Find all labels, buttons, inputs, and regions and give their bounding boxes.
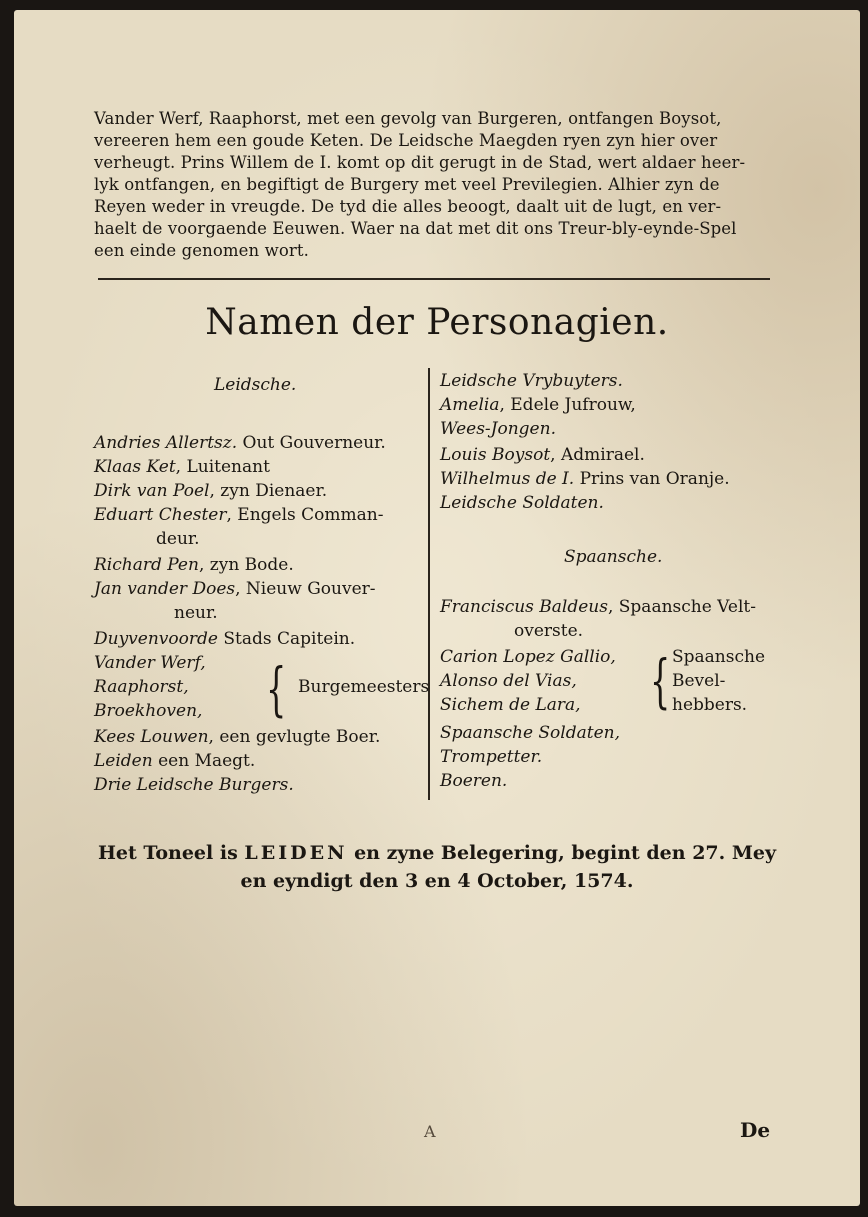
page-title: Namen der Personagien.: [205, 302, 669, 343]
intro-line: Reyen weder in vreugde. De tyd die alles beoogt, daalt uit de lugt, en ver-: [94, 197, 722, 216]
intro-line: haelt de voorgaende Eeuwen. Waer na dat met dit ons Treur-bly-eynde-Spel: [94, 219, 737, 238]
intro-line: Vander Werf, Raaphorst, met een gevolg van Burgeren, ontfangen Boysot,: [94, 109, 722, 128]
person-row: [440, 746, 542, 768]
person-row: [94, 504, 383, 526]
person-name: Leidsche Soldaten.: [440, 493, 604, 513]
person-row: [440, 596, 756, 618]
bevelhebber-name: Alonso del Vias,: [440, 671, 577, 691]
person-name: Wilhelmus de I.: [440, 469, 575, 489]
person-name: Jan vander Does: [94, 579, 236, 599]
person-row: [440, 394, 636, 416]
intro-line: een einde genomen wort.: [94, 241, 309, 260]
person-name: Louis Boysot: [440, 445, 551, 465]
person-role: , zyn Bode.: [198, 555, 294, 575]
person-name: Dirk van Poel: [94, 481, 210, 501]
person-role: , Nieuw Gouver-: [235, 579, 376, 599]
person-row: [94, 628, 355, 650]
left-heading: Leidsche.: [214, 375, 297, 395]
person-name: Duyvenvoorde: [94, 629, 218, 649]
person-name: Andries Allertsz.: [94, 433, 238, 453]
intro-line: verheugt. Prins Willem de I. komt op dit gerugt in de Stad, wert aldaer heer-: [94, 153, 746, 172]
person-name: Kees Louwen: [94, 727, 209, 747]
person-role: deur.: [156, 529, 200, 549]
brace-icon: {: [650, 647, 671, 715]
person-row: [94, 750, 255, 772]
person-row: [94, 578, 376, 600]
person-name: Leiden: [94, 751, 153, 771]
person-role: , zyn Dienaer.: [209, 481, 328, 501]
left-column: [94, 370, 430, 810]
intro-paragraph: [94, 108, 774, 262]
person-role: overste.: [514, 621, 584, 641]
horizontal-rule: [98, 278, 770, 280]
person-row: [440, 492, 604, 514]
bevelhebbers-label: Bevel-: [672, 671, 726, 691]
person-row: [440, 444, 645, 466]
person-role: Out Gouverneur.: [237, 433, 386, 453]
person-name: Boeren.: [440, 771, 508, 791]
person-row: [440, 468, 730, 490]
bevelhebber-name: Sichem de Lara,: [440, 695, 581, 715]
person-role: , Admirael.: [550, 445, 645, 465]
person-row: [94, 456, 270, 478]
setting-line: [14, 868, 860, 894]
catchword: De: [740, 1118, 771, 1142]
person-row: [440, 370, 623, 392]
person-name: Leidsche Vrybuyters.: [440, 371, 623, 391]
person-row: [440, 770, 507, 792]
person-name: Amelia: [440, 395, 500, 415]
person-row: [94, 726, 380, 748]
person-role: Stads Capitein.: [217, 629, 356, 649]
person-row: [94, 774, 294, 796]
brace-icon: {: [266, 655, 287, 723]
person-role: een Maegt.: [152, 751, 256, 771]
setting-line: [14, 840, 860, 866]
setting-dates: en eyndigt den 3 en 4 October, 1574.: [240, 870, 634, 892]
person-role: neur.: [174, 603, 218, 623]
burgemeester-name: Vander Werf,: [94, 653, 206, 673]
right-heading: Spaansche.: [564, 547, 663, 567]
intro-line: vereeren hem een goude Keten. De Leidsche Maegden ryen zyn hier over: [94, 131, 718, 150]
person-row: [94, 480, 327, 502]
person-role: , Edele Jufrouw,: [499, 395, 636, 415]
person-row-continued: [174, 602, 218, 624]
person-name: Trompetter.: [440, 747, 543, 767]
burgemeester-name: Raaphorst,: [94, 677, 189, 697]
column-divider: [428, 368, 430, 800]
person-name: Eduart Chester: [94, 505, 227, 525]
setting-text: Het Toneel is: [97, 842, 245, 864]
setting-city: LEIDEN: [244, 842, 348, 864]
person-row-continued: [156, 528, 200, 550]
bevelhebber-name: Carion Lopez Gallio,: [440, 647, 616, 667]
person-role: , Luitenant: [175, 457, 270, 477]
person-row-continued: [514, 620, 583, 642]
person-role: , een gevlugte Boer.: [208, 727, 381, 747]
person-role: , Spaansche Velt-: [607, 597, 756, 617]
bevelhebbers-label: Spaansche: [672, 647, 766, 667]
person-row: [94, 554, 294, 576]
burgemeesters-label: Burgemeesters: [298, 677, 430, 697]
person-name: Klaas Ket: [94, 457, 176, 477]
intro-line: lyk ontfangen, en begiftigt de Burgery met veel Previlegien. Alhier zyn de: [94, 175, 720, 194]
person-name: Spaansche Soldaten,: [440, 723, 620, 743]
person-name: Richard Pen: [94, 555, 199, 575]
person-role: Prins van Oranje.: [574, 469, 730, 489]
person-role: , Engels Comman-: [226, 505, 384, 525]
person-row: [440, 418, 556, 440]
right-column: [440, 370, 800, 810]
burgemeester-name: Broekhoven,: [94, 701, 203, 721]
person-row: [94, 432, 386, 454]
person-name: Franciscus Baldeus: [440, 597, 608, 617]
person-row: [440, 722, 620, 744]
person-name: Wees-Jongen.: [440, 419, 556, 439]
bevelhebbers-label: hebbers.: [672, 695, 748, 715]
document-page: [14, 10, 860, 1206]
setting-text: en zyne Belegering, begint den 27. Mey: [347, 842, 777, 864]
person-name: Drie Leidsche Burgers.: [94, 775, 294, 795]
signature-mark: A: [424, 1122, 436, 1141]
